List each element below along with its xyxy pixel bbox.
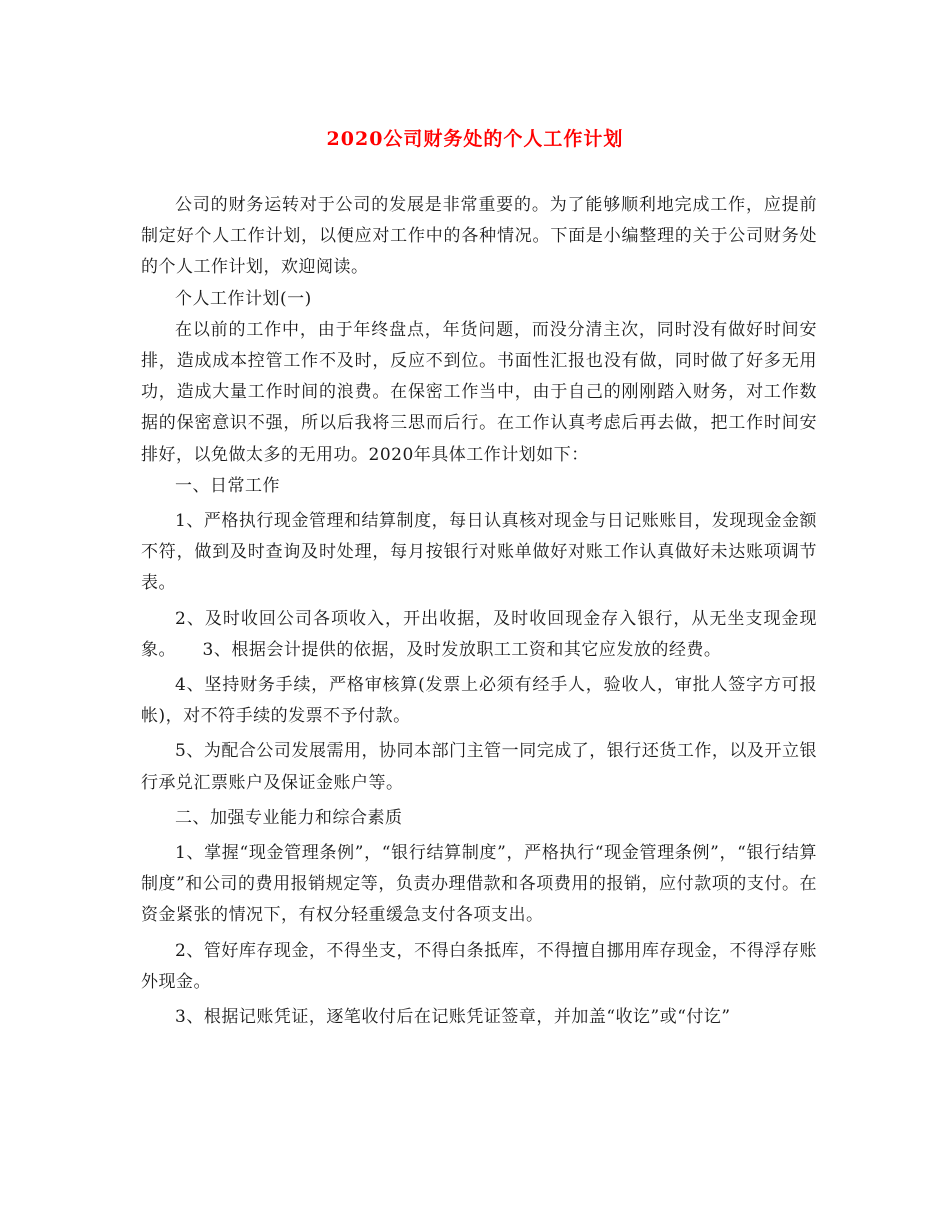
section-heading-plan-one: 个人工作计划(一): [175, 288, 312, 309]
document-body: [141, 190, 817, 1033]
intro-paragraph: 公司的财务运转对于公司的发展是非常重要的。为了能够顺利地完成工作，应提前制定好个人工作计划，以便应对工作中的各种情况。下面是小编整理的关于公司财务处的个人工作计划，欢迎阅读。: [141, 195, 817, 278]
document-title: 2020公司财务处的个人工作计划: [326, 128, 624, 150]
section-heading-daily-work: 一、日常工作: [175, 475, 280, 496]
ability-item-1: 1、掌握“现金管理条例”，“银行结算制度”，严格执行“现金管理条例”，“银行结算制度”和公司的费用报销规定等，负责办理借款和各项费用的报销，应付款项的支付。在资金紧张的情况下，有权分轻重缓急支付各项支出。: [141, 843, 817, 926]
ability-item-3: 3、根据记账凭证，逐笔收付后在记账凭证签章，并加盖“收讫”或“付讫”: [175, 1007, 731, 1028]
ability-item-2: 2、管好库存现金，不得坐支，不得白条抵库，不得擅自挪用库存现金，不得浮存账外现金。: [141, 940, 817, 992]
daily-item-4: 4、坚持财务手续，严格审核算(发票上必须有经手人，验收人，审批人签字方可报帐)，对不符手续的发票不予付款。: [141, 675, 817, 727]
daily-item-2-3: 2、及时收回公司各项收入，开出收据，及时收回现金存入银行，从无坐支现金现象。 3、根据会计提供的依据，及时发放职工工资和其它应发放的经费。: [141, 608, 817, 660]
daily-item-5: 5、为配合公司发展需用，协同本部门主管一同完成了，银行还货工作，以及开立银行承兑汇票账户及保证金账户等。: [141, 741, 817, 793]
daily-item-1: 1、严格执行现金管理和结算制度，每日认真核对现金与日记账账目，发现现金金额不符，做到及时查询及时处理，每月按银行对账单做好对账工作认真做好未达账项调节表。: [141, 511, 817, 594]
background-paragraph: 在以前的工作中，由于年终盘点，年货问题，而没分清主次，同时没有做好时间安排，造成成本控管工作不及时，反应不到位。书面性汇报也没有做，同时做了好多无用功，造成大量工作时间的浪费。在保密工作当中，由于自己的刚刚踏入财务，对工作数据的保密意识不强，所以后我将三思而后行。在工作认真考虑后再去做，把工作时间安排好，以免做太多的无用功。2020年具体工作计划如下：: [141, 319, 817, 465]
section-heading-professional-ability: 二、加强专业能力和综合素质: [175, 807, 403, 828]
